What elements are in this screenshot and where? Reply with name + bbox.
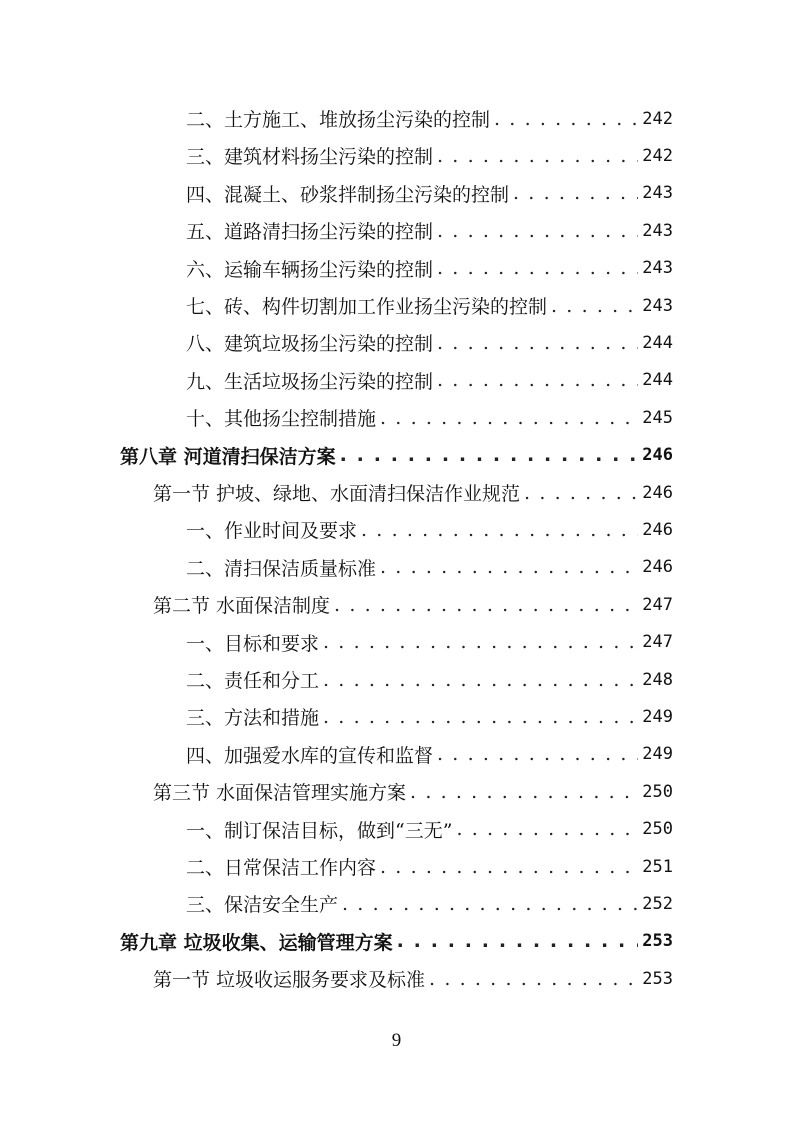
toc-entry-title: 三、保洁安全生产 [186, 894, 339, 917]
toc-entry-title: 第一节 垃圾收运服务要求及标准 [153, 969, 426, 992]
toc-entry-page: 250 [642, 819, 673, 840]
toc-entry-page: 243 [642, 220, 673, 241]
toc-entry-page: 253 [642, 968, 673, 989]
toc-entry-title: 三、建筑材料扬尘污染的控制 [186, 146, 434, 169]
toc-entry[interactable] [186, 212, 673, 249]
toc-entry-title: 四、混凝土、砂浆拌制扬尘污染的控制 [186, 183, 510, 206]
toc-entry[interactable] [186, 362, 673, 399]
toc-entry-title: 一、目标和要求 [186, 632, 320, 655]
toc-entry-title: 二、清扫保洁质量标准 [186, 557, 377, 580]
toc-entry[interactable] [153, 773, 673, 810]
toc-entry-page: 247 [642, 594, 673, 615]
toc-entry-page: 252 [642, 893, 673, 914]
toc-entry-page: 249 [642, 706, 673, 727]
toc-entry-title: 第一节 护坡、绿地、水面清扫保洁作业规范 [153, 483, 521, 505]
toc-entry[interactable] [186, 661, 673, 698]
toc-entry-page: 246 [642, 482, 673, 503]
toc-entry-title: 第九章 垃圾收集、运输管理方案 [120, 931, 393, 954]
toc-entry-title: 七、砖、构件切割加工作业扬尘污染的控制 [186, 296, 548, 318]
toc-entry-title: 一、制订保洁目标，做到“三无” [186, 819, 453, 842]
toc-entry[interactable] [186, 811, 673, 848]
toc-entry-page: 248 [642, 669, 673, 690]
toc-entry-page: 243 [642, 258, 673, 279]
toc-leader-dots [437, 369, 638, 391]
toc-leader-dots [437, 145, 638, 167]
toc-entry-title: 三、方法和措施 [186, 707, 320, 730]
toc-entry[interactable] [186, 287, 673, 324]
toc-entry-page: 246 [642, 445, 673, 466]
toc-entry[interactable] [153, 960, 673, 997]
toc-entry-page: 245 [642, 407, 673, 428]
toc-leader-dots [410, 781, 638, 803]
toc-entry-title: 二、责任和分工 [186, 670, 320, 692]
toc-entry[interactable] [120, 923, 673, 960]
toc-leader-dots [551, 295, 638, 317]
toc-leader-dots [524, 482, 638, 504]
toc-leader-dots [323, 631, 638, 653]
toc-entry[interactable] [153, 586, 673, 623]
toc-entry-title: 第八章 河道清扫保洁方案 [120, 445, 336, 468]
toc-entry-page: 250 [642, 781, 673, 802]
toc-entry-title: 二、土方施工、堆放扬尘污染的控制 [186, 109, 491, 131]
toc-entry[interactable] [186, 624, 673, 661]
toc-entry[interactable] [186, 848, 673, 885]
toc-entry-title: 四、加强爱水库的宣传和监督 [186, 744, 434, 767]
toc-entry-page: 244 [642, 370, 673, 391]
toc-entry-title: 第三节 水面保洁管理实施方案 [153, 782, 407, 805]
page-number: 9 [391, 1030, 402, 1051]
toc-leader-dots [340, 444, 639, 466]
toc-entry-title: 一、作业时间及要求 [186, 520, 358, 543]
toc-entry[interactable] [186, 399, 673, 436]
toc-entry-title: 九、生活垃圾扬尘污染的控制 [186, 370, 434, 393]
toc-entry[interactable] [186, 511, 673, 548]
toc-entry-page: 253 [642, 931, 673, 952]
toc-entry-page: 247 [642, 632, 673, 653]
toc-entry[interactable] [186, 100, 673, 137]
toc-entry-page: 246 [642, 557, 673, 578]
toc-entry-page: 244 [642, 332, 673, 353]
toc-entry[interactable] [186, 885, 673, 922]
toc-leader-dots [437, 332, 638, 354]
toc-leader-dots [323, 706, 638, 728]
toc-leader-dots [397, 930, 639, 952]
toc-leader-dots [513, 182, 638, 204]
toc-entry-title: 六、运输车辆扬尘污染的控制 [186, 258, 434, 281]
toc-leader-dots [380, 407, 638, 429]
toc-entry-title: 八、建筑垃圾扬尘污染的控制 [186, 333, 434, 356]
toc-entry[interactable] [120, 437, 673, 474]
toc-entry-page: 251 [642, 856, 673, 877]
toc-entry-page: 249 [642, 744, 673, 765]
toc-entry[interactable] [186, 549, 673, 586]
toc-leader-dots [380, 856, 638, 878]
toc-entry-page: 243 [642, 183, 673, 204]
toc-leader-dots [429, 968, 638, 990]
toc-entry[interactable] [153, 474, 673, 511]
toc-entry-title: 第二节 水面保洁制度 [153, 595, 331, 618]
toc-entry[interactable] [186, 250, 673, 287]
toc-entry-title: 十、其他扬尘控制措施 [186, 408, 377, 431]
toc-entry[interactable] [186, 175, 673, 212]
toc-leader-dots [380, 556, 638, 578]
toc-entry-title: 五、道路清扫扬尘污染的控制 [186, 221, 434, 244]
toc-leader-dots [494, 108, 638, 130]
toc-entry[interactable] [186, 324, 673, 361]
toc-entry[interactable] [186, 698, 673, 735]
toc-leader-dots [437, 257, 638, 279]
toc-entry-page: 246 [642, 519, 673, 540]
toc-entry-title: 二、日常保洁工作内容 [186, 857, 377, 879]
toc-leader-dots [437, 220, 638, 242]
toc-entry-page: 243 [642, 295, 673, 316]
toc-leader-dots [323, 669, 638, 691]
toc-entry-page: 242 [642, 108, 673, 129]
toc-entry[interactable] [186, 137, 673, 174]
toc-leader-dots [342, 893, 638, 915]
toc-leader-dots [334, 594, 638, 616]
toc-entry[interactable] [186, 736, 673, 773]
toc-leader-dots [361, 519, 638, 541]
toc-leader-dots [456, 818, 638, 840]
toc-leader-dots [437, 743, 638, 765]
toc-entry-page: 242 [642, 145, 673, 166]
